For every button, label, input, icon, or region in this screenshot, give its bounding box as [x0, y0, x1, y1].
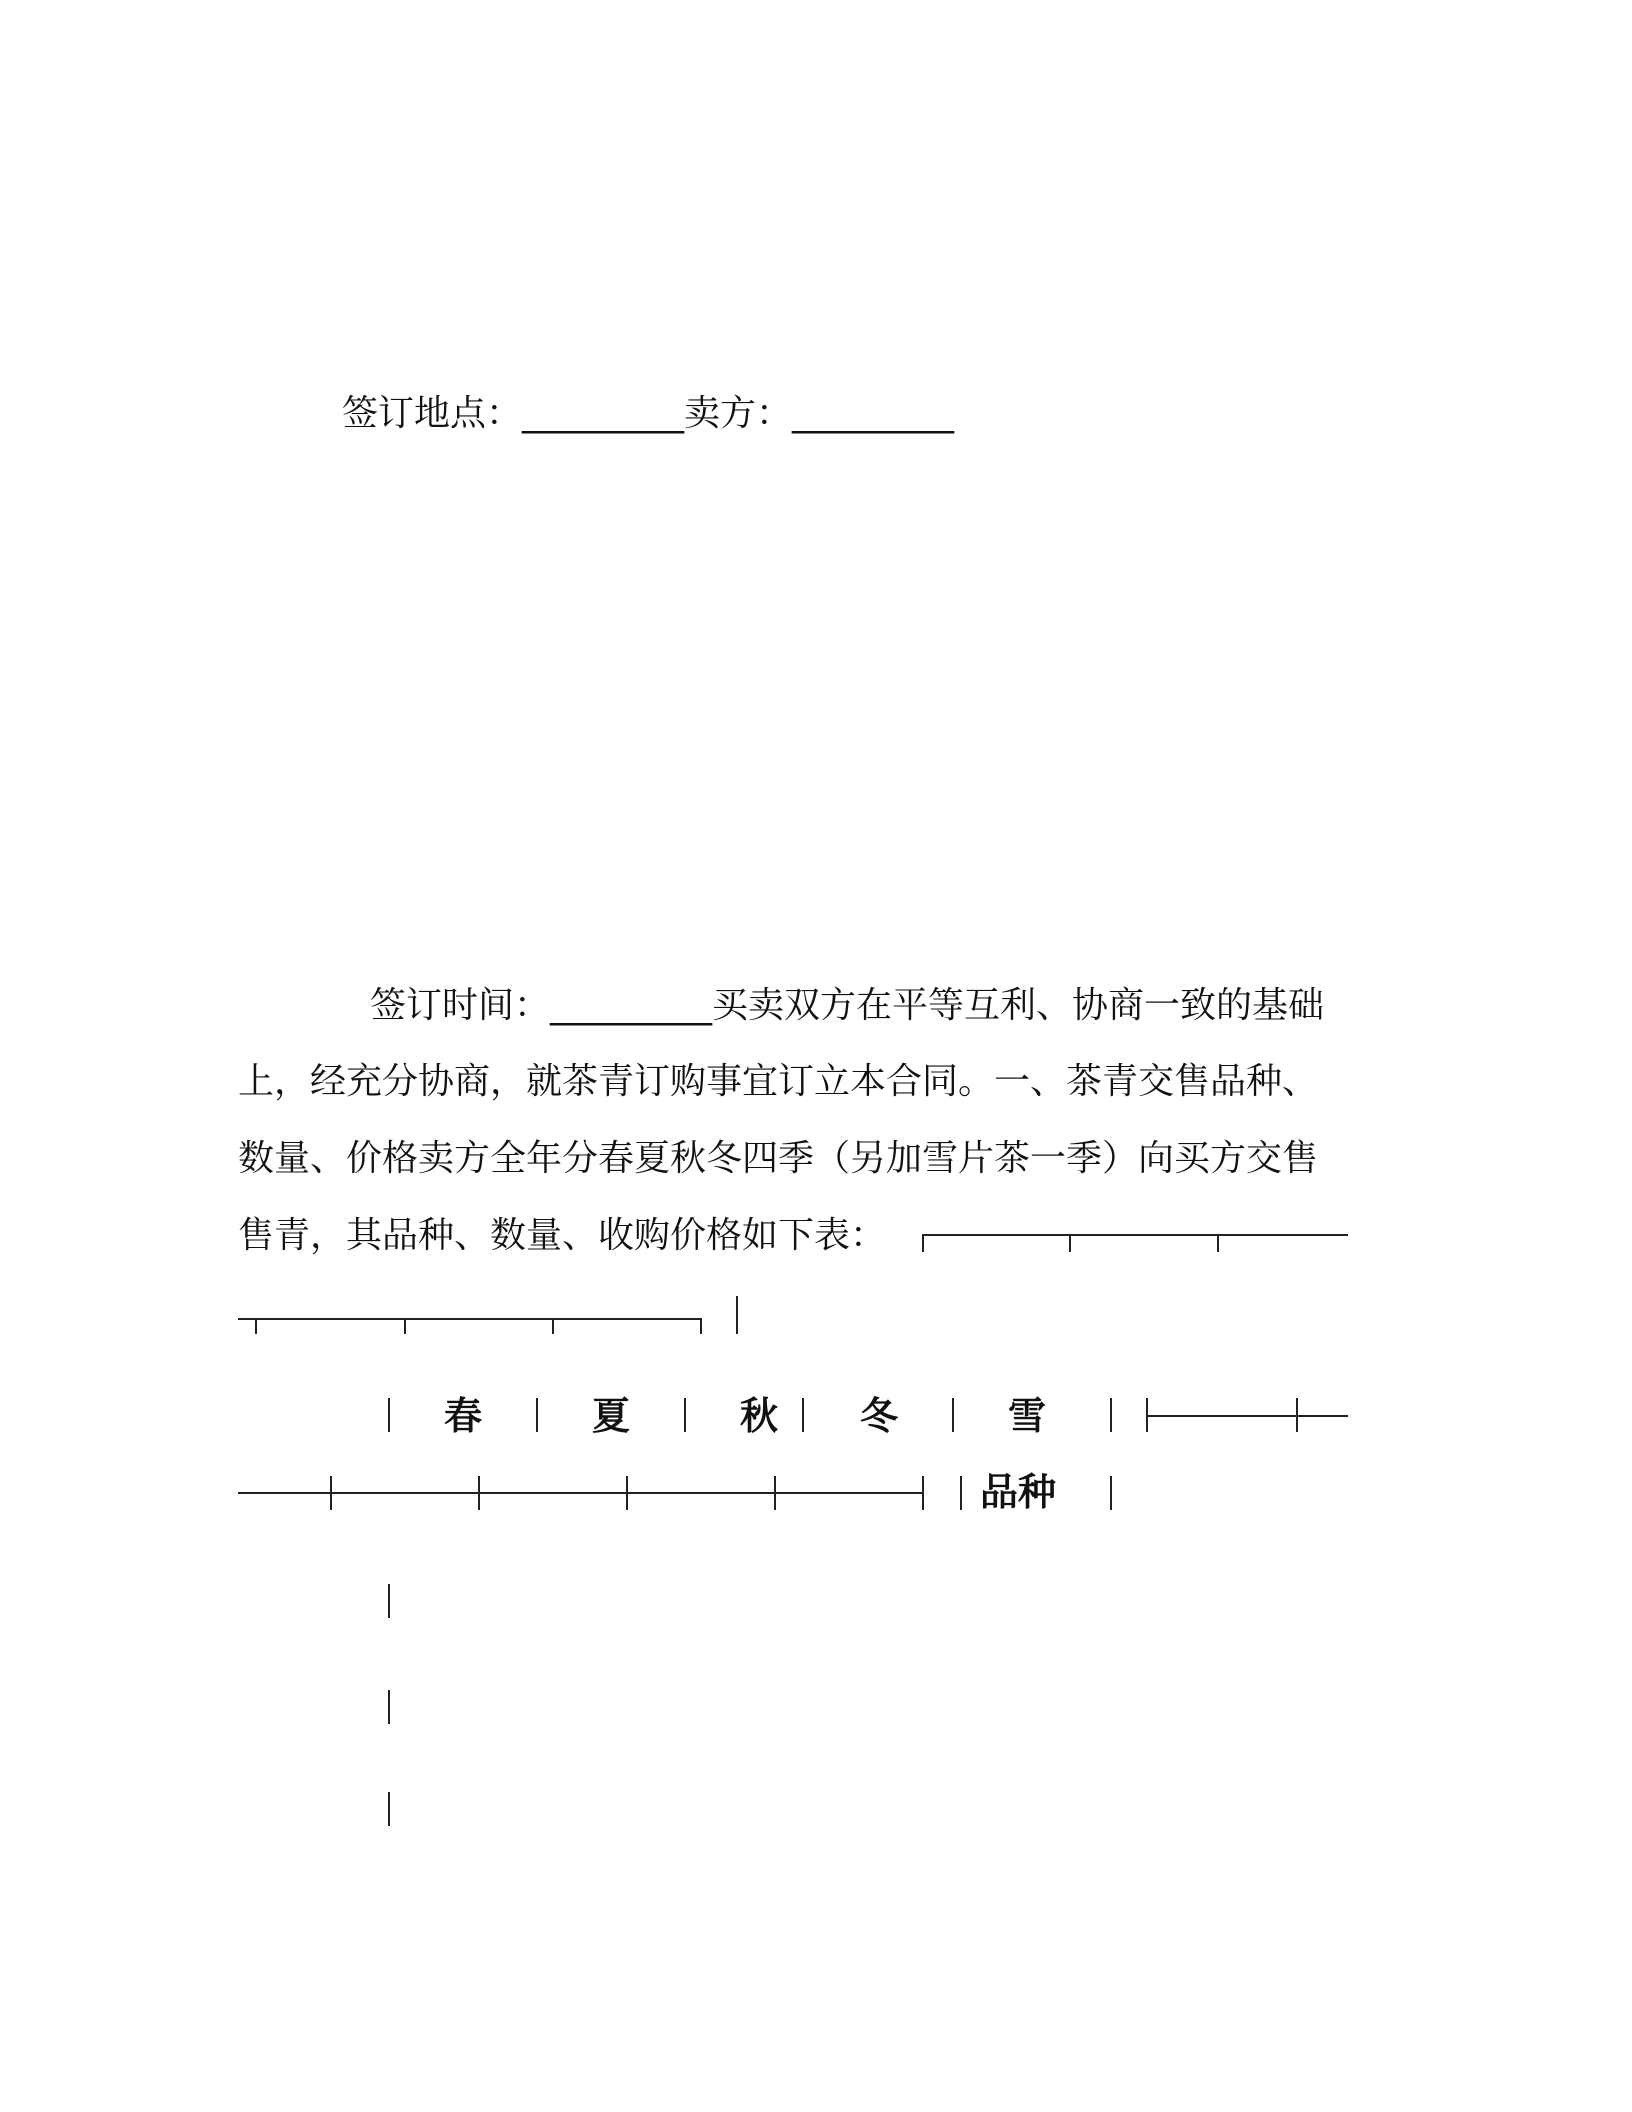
table-divider: [388, 1792, 390, 1826]
table-tick: [1296, 1398, 1298, 1432]
table-divider: [536, 1398, 538, 1432]
season-winter: 冬: [860, 1394, 899, 1438]
table-tick: [404, 1318, 406, 1334]
variety-label: 品种: [980, 1470, 1057, 1514]
season-autumn: 秋: [740, 1394, 779, 1438]
table-divider: [1110, 1398, 1112, 1432]
table-divider: [952, 1398, 954, 1432]
table-divider: [1110, 1476, 1112, 1510]
table-divider: [388, 1584, 390, 1618]
paragraph-line-2: 上，经充分协商，就茶青订购事宜订立本合同。一、茶青交售品种、: [238, 1061, 1319, 1102]
table-rule: [238, 1318, 700, 1320]
table-divider: [960, 1476, 962, 1510]
table-divider: [388, 1398, 390, 1432]
table-tick: [700, 1318, 702, 1334]
table-tick: [552, 1318, 554, 1334]
table-tick: [922, 1234, 924, 1252]
table-divider: [388, 1690, 390, 1724]
table-tick: [1069, 1234, 1071, 1252]
season-snow: 雪: [1008, 1394, 1047, 1438]
table-tick: [774, 1476, 776, 1510]
paragraph-line-1: 签订时间：_________买卖双方在平等互利、协商一致的基础: [370, 985, 1325, 1026]
table-tick: [330, 1476, 332, 1510]
table-divider: [684, 1398, 686, 1432]
table-tick: [478, 1476, 480, 1510]
paragraph-line-3: 数量、价格卖方全年分春夏秋冬四季（另加雪片茶一季）向买方交售: [238, 1138, 1319, 1179]
table-tick: [736, 1296, 738, 1334]
season-summer: 夏: [592, 1394, 631, 1438]
signing-location-line: 签订地点：_________卖方：_________: [342, 393, 955, 434]
season-spring: 春: [444, 1394, 483, 1438]
table-rule: [922, 1234, 1348, 1236]
table-rule: [238, 1492, 924, 1494]
table-divider: [802, 1398, 804, 1432]
table-rule: [1146, 1415, 1348, 1417]
table-tick: [626, 1476, 628, 1510]
table-tick: [1217, 1234, 1219, 1252]
table-tick: [922, 1476, 924, 1510]
paragraph-line-4: 售青，其品种、数量、收购价格如下表：: [238, 1215, 887, 1256]
table-tick: [255, 1318, 257, 1334]
